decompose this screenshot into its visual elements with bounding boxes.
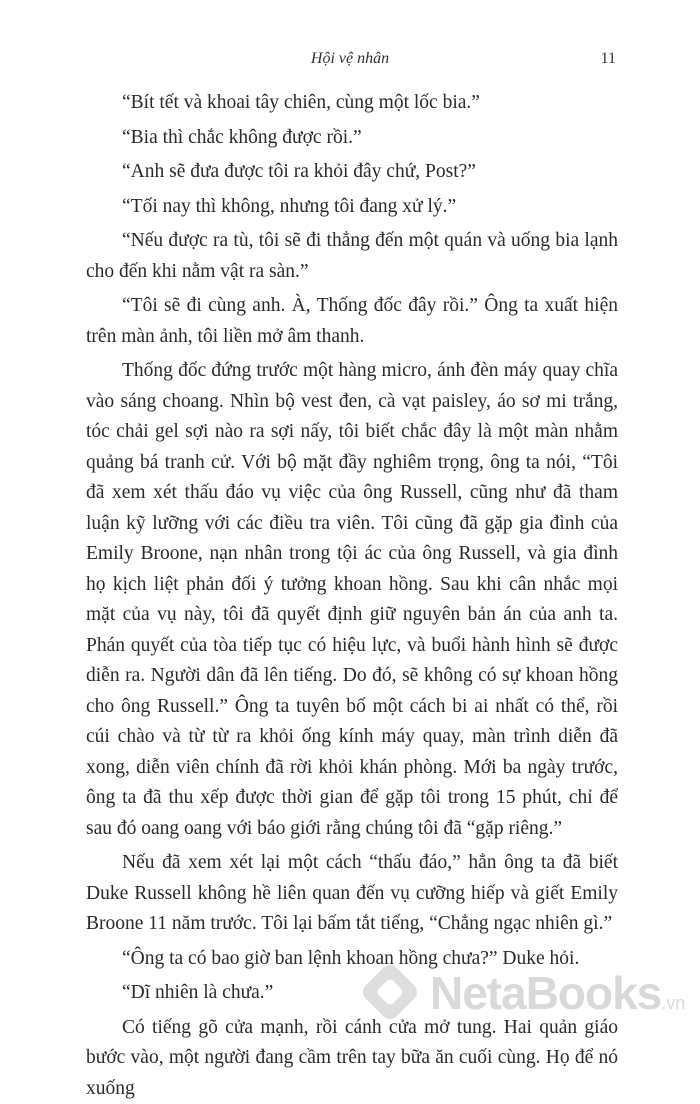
paragraph: “Nếu được ra tù, tôi sẽ đi thẳng đến một quán và uống bia lạnh cho đến khi nằm vật ra sàn.” <box>86 226 618 287</box>
paragraph: “Dĩ nhiên là chưa.” <box>86 978 618 1009</box>
body-text <box>86 88 618 1104</box>
paragraph: “Bít tết và khoai tây chiên, cùng một lốc bia.” <box>86 88 618 119</box>
watermark-brand: NetaBooks <box>430 967 661 1019</box>
watermark-text <box>430 966 685 1020</box>
page-header <box>0 44 700 74</box>
paragraph: “Tối nay thì không, nhưng tôi đang xử lý.” <box>86 192 618 223</box>
paragraph: “Ông ta có bao giờ ban lệnh khoan hồng chưa?” Duke hỏi. <box>86 944 618 975</box>
paragraph: Thống đốc đứng trước một hàng micro, ánh đèn máy quay chĩa vào sáng choang. Nhìn bộ vest đen, cà vạt paisley, áo sơ mi trắng, tóc chải gel sợi nào ra sợi nấy, tôi biết chắc đây là một màn nhằm quảng bá tranh cử. Với bộ mặt đầy nghiêm trọng, ông ta nói, “Tôi đã xem xét thấu đáo vụ việc của ông Russell, cũng như đã tham luận kỹ lưỡng với các điều tra viên. Tôi cũng đã gặp gia đình của Emily Broone, nạn nhân trong tội ác của ông Russell, và gia đình họ kịch liệt phản đối ý tưởng khoan hồng. Sau khi cân nhắc mọi mặt của vụ này, tôi đã quyết định giữ nguyên bản án của anh ta. Phán quyết của tòa tiếp tục có hiệu lực, và buổi hành hình sẽ được diễn ra. Người dân đã lên tiếng. Do đó, sẽ không có sự khoan hồng cho ông Russell.” Ông ta tuyên bố một cách bi ai nhất có thể, rồi cúi chào và từ từ ra khỏi ống kính máy quay, màn trình diễn đã xong, diễn viên chính đã rời khỏi khán phòng. Mới ba ngày trước, ông ta đã thu xếp được thời gian để gặp tôi trong 15 phút, chỉ để sau đó oang oang với báo giới rằng chúng tôi đã “gặp riêng.” <box>86 356 618 844</box>
paragraph: “Anh sẽ đưa được tôi ra khỏi đây chứ, Post?” <box>86 157 618 188</box>
paragraph: “Bia thì chắc không được rồi.” <box>86 123 618 154</box>
paragraph: Có tiếng gõ cửa mạnh, rồi cánh cửa mở tung. Hai quản giáo bước vào, một người đang cầm trên tay bữa ăn cuối cùng. Họ để nó xuống <box>86 1013 618 1104</box>
paragraph: Nếu đã xem xét lại một cách “thấu đáo,” hẳn ông ta đã biết Duke Russell không hề liên quan đến vụ cưỡng hiếp và giết Emily Broone 11 năm trước. Tôi lại bấm tắt tiếng, “Chẳng ngạc nhiên gì.” <box>86 848 618 940</box>
paragraph: “Tôi sẽ đi cùng anh. À, Thống đốc đây rồi.” Ông ta xuất hiện trên màn ảnh, tôi liền mở âm thanh. <box>86 291 618 352</box>
watermark-suffix: .vn <box>661 993 685 1013</box>
page-number: 11 <box>601 50 616 68</box>
watermark <box>356 958 696 1028</box>
running-title: Hội vệ nhân <box>250 50 450 68</box>
netabooks-logo-icon <box>359 961 421 1023</box>
